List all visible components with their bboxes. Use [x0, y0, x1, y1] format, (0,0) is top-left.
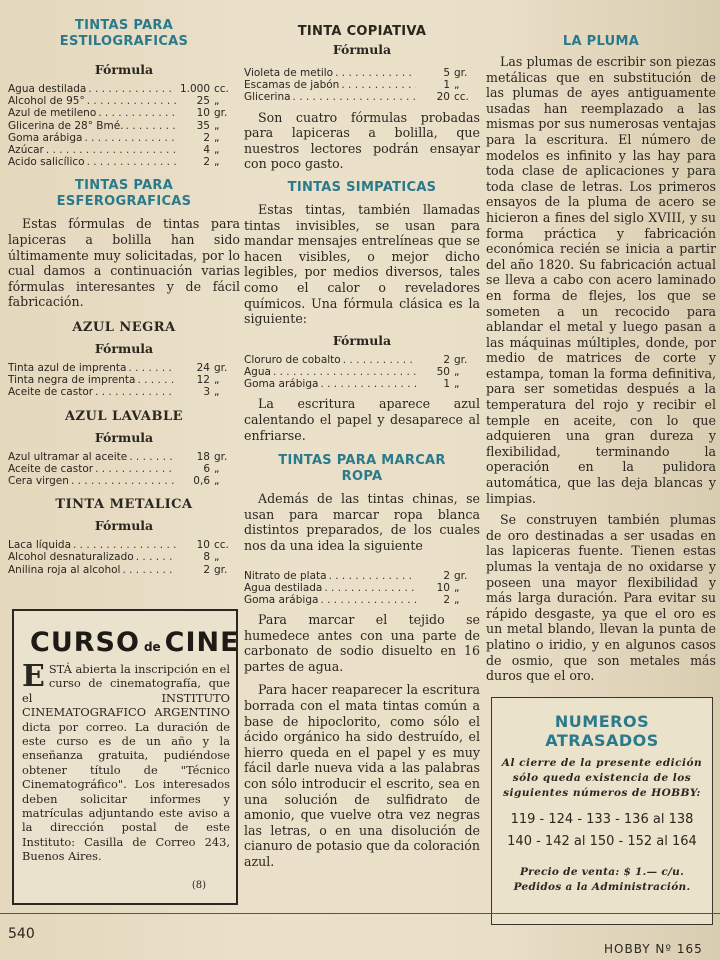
formula-label: Fórmula	[94, 62, 154, 77]
ingredient-row: Alcohol de 95° . . . 25 „	[8, 95, 240, 107]
ad-title	[30, 627, 240, 658]
formula-label: Fórmula	[332, 332, 392, 348]
heading-marcar-ropa-line2: ROPA	[341, 469, 383, 485]
formula-label: Fórmula	[332, 42, 392, 57]
simpaticas-paragraph: Estas tintas, también llamadas tintas invisibles, se usan para mandar mensajes entrelíneas que se hacen visibles, o mejor dicho legibles, por medios diversos, tales como el calor o reveladores químicos. Una fórmula clásica es la siguiente:	[244, 201, 480, 327]
page-number: 540	[8, 926, 35, 942]
ingredient-row: Azul de metileno . . . 10 gr.	[8, 107, 240, 119]
heading-azul-lavable: AZUL LAVABLE	[64, 408, 184, 424]
ingredient-row: Goma arábiga . . . 2 „	[8, 132, 240, 144]
ingredient-row: Goma arábiga . . . 2 „	[244, 594, 480, 606]
marcar-ingredients	[244, 570, 480, 607]
ad-body	[22, 659, 230, 864]
copiativa-ingredients	[244, 67, 480, 104]
marcar-paragraph-2: Para marcar el tejido se humedece antes con una parte de carbonato de sodio disuelto en 16 partes de agua.	[244, 612, 480, 674]
pluma-paragraph-2: Se construyen también plumas de oro destinadas a ser usadas en las lapiceras fuente. Tienen estas plumas la ventaja de no oxidarse y poseen una mayor flexibilidad y más larga duración. Para evitar su rápido desgaste, ya que el oro es un metal blando, llevan la punta de platino o iridio, y en algunos casos de osmio, que son metales más duros que el oro.	[486, 512, 716, 684]
ingredient-row: Tinta negra de imprenta . . . 12 „	[8, 374, 240, 386]
simpaticas-ingredients	[244, 354, 480, 391]
heading-azul-negra: AZUL NEGRA	[72, 319, 176, 335]
ingredient-row: Cera virgen . . . 0,6 „	[8, 475, 240, 487]
footer-rule	[0, 913, 720, 914]
heading-esferograficas-line2: ESFEROGRAFICAS	[56, 194, 192, 210]
ad-title-de: de	[143, 640, 161, 654]
ingredient-row: Anilina roja al alcohol . . . 2 gr.	[8, 564, 240, 576]
numeros-line-1: 119 - 124 - 133 - 136 al 138	[510, 812, 694, 827]
ingredient-row: Alcohol desnaturalizado . . . 8 „	[8, 551, 240, 563]
heading-esferograficas-line1: TINTAS PARA	[74, 178, 174, 194]
marcar-paragraph-3: Para hacer reaparecer la escritura borrada con el mata tintas común a base de hipoclorito, como sólo el ácido orgánico ha sido destruído, el hierro queda en el papel y es muy fácil darle nueva vida a las palabras con sólo introducir el escrito, sea en una solución de sulfidrato de amonio, que vuelve otra vez negras las letras, o en una disolución de cianuro de potasio que da coloración azul.	[244, 682, 480, 870]
column-right	[486, 34, 716, 688]
drop-cap: E	[22, 659, 45, 694]
metalica-ingredients	[8, 539, 240, 576]
numeros-line-2: 140 - 142 al 150 - 152 al 164	[507, 834, 697, 849]
ingredient-row: Cloruro de cobalto . . . 2 gr.	[244, 354, 480, 366]
heading-marcar-ropa-line1: TINTAS PARA MARCAR	[278, 453, 446, 469]
estilograficas-ingredients	[8, 83, 240, 168]
azul-negra-ingredients	[8, 362, 240, 399]
copiativa-paragraph: Son cuatro fórmulas probadas para lapiceras a bolilla, que nuestros lectores podrán ensayar con poco gasto.	[244, 109, 480, 172]
ad-title-curso: CURSO	[30, 627, 140, 658]
ad-title-cine: CINE	[164, 627, 240, 658]
esferograficas-paragraph: Estas fórmulas de tintas para lapiceras a bolilla han sido últimamente muy solicitadas, por lo cual damos a continuación varias fórmulas interesantes y de fácil fabricación.	[8, 216, 240, 310]
numeros-price: Precio de venta: $ 1.— c/u. Pedidos a la Administración.	[513, 866, 691, 893]
column-middle	[244, 24, 480, 874]
ad-body-text: STÁ abierta la inscripción en el curso de cinematografía, que el INSTITUTO CINEMATOGRAFICO ARGENTINO dicta por correo. La duración de este curso es de un año y la enseñanza gratuita, pudiéndose obtener título de "Técnico Cinematográfico". Los interesados deben solicitar informes y matrículas adjuntando este aviso a la dirección postal de este Instituto: Casilla de Correo 243, Buenos Aires.	[22, 662, 230, 864]
ingredient-row: Glicerina de 28° Bmé. . . . 35 „	[8, 120, 240, 132]
ingredient-row: Aceite de castor . . . 6 „	[8, 463, 240, 475]
heading-tintas-simpaticas: TINTAS SIMPATICAS	[287, 179, 437, 195]
ingredient-row: Agua destilada . . . 10 „	[244, 582, 480, 594]
column-left	[8, 18, 240, 582]
heading-estilograficas-line1: TINTAS PARA	[74, 18, 174, 33]
ingredient-row: Violeta de metilo . . . 5 gr.	[244, 67, 480, 79]
ingredient-row: Agua . . . 50 „	[244, 366, 480, 378]
azul-lavable-ingredients	[8, 451, 240, 488]
ingredient-row: Azul ultramar al aceite . . . 18 gr.	[8, 451, 240, 463]
numeros-note: Al cierre de la presente edición sólo queda existencia de los siguientes números de HOBBY:	[501, 757, 703, 799]
numeros-atrasados-box	[491, 697, 713, 925]
heading-tinta-copiativa: TINTA COPIATIVA	[297, 24, 427, 39]
heading-tinta-metalica: TINTA METALICA	[55, 497, 193, 513]
ingredient-row: Escamas de jabón . . . 1 „	[244, 79, 480, 91]
heading-la-pluma: LA PLUMA	[562, 34, 640, 49]
pluma-paragraph: Las plumas de escribir son piezas metálicas que en substitución de las plumas de ayes antiguamente usadas han reemplazado a las mismas por sus numerosas ventajas para la escritura. El número de modelos es infinito y las hay para toda clase de aplicaciones y para toda clase de letras. Los primeros ensayos de la pluma de acero se hicieron a fines del siglo XVIII, y su forma práctica y fabricación económica recién se inicia a partir del año 1820. Su fabricación actual se lleva a cabo con acero laminado en forma de flejes, los que se someten a un recocido para ablandar el metal y luego pasan a las máquinas múltiples, donde, por medio de matrices de corte y estampa, toman la forma definitiva, para ser sometidas después a la temperatura del rojo y recibir el temple en aceite, con lo que adquieren una gran dureza y flexibilidad, terminando la operación en la pulidora automática, que las deja blancas y limpias.	[486, 54, 716, 506]
ingredient-row: Goma arábiga . . . 1 „	[244, 378, 480, 390]
ingredient-row: Nitrato de plata . . . 2 gr.	[244, 570, 480, 582]
ingredient-row: Acido salicílico . . . 2 „	[8, 156, 240, 168]
numeros-title: NUMEROS ATRASADOS	[545, 712, 659, 750]
ingredient-row: Glicerina . . . 20 cc.	[244, 91, 480, 103]
heading-estilograficas-line2: ESTILOGRAFICAS	[59, 34, 189, 49]
running-footer: HOBBY Nº 165	[604, 942, 703, 956]
ingredient-row: Laca líquida . . . 10 cc.	[8, 539, 240, 551]
formula-label: Fórmula	[94, 340, 154, 356]
marcar-paragraph: Además de las tintas chinas, se usan para marcar ropa blanca distintos preparados, de los cuales nos da una idea la siguiente	[244, 491, 480, 553]
ingredient-row: Azúcar . . . 4 „	[8, 144, 240, 156]
formula-label: Fórmula	[94, 429, 154, 445]
curso-de-cine-ad	[12, 609, 238, 905]
simpaticas-paragraph-2: La escritura aparece azul calentando el papel y desaparece al enfriarse.	[244, 396, 480, 443]
ingredient-row: Agua destilada . . . 1.000 cc.	[8, 83, 240, 95]
formula-label: Fórmula	[94, 518, 154, 534]
ingredient-row: Aceite de castor . . . 3 „	[8, 386, 240, 398]
ad-reference-number: (8)	[191, 880, 206, 891]
ingredient-row: Tinta azul de imprenta . . . 24 gr.	[8, 362, 240, 374]
